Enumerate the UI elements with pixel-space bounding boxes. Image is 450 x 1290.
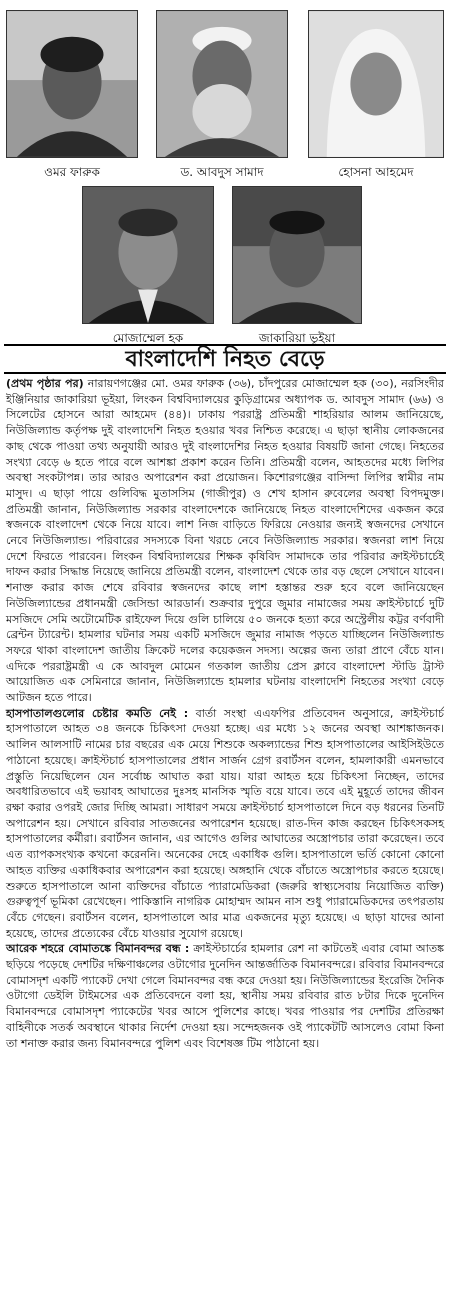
portrait-photo-icon bbox=[233, 187, 361, 323]
headline-box bbox=[4, 344, 446, 374]
paragraph-lead: হাসপাতালগুলোর চেষ্টার কমতি নেই : bbox=[6, 706, 189, 720]
paragraph-text: নারায়ণগঞ্জের মো. ওমর ফারুক (৩৬), চাঁদপুরের মোজাম্মেল হক (৩০), নরসিংদীর ইঞ্জিনিয়ার জাকারিয়া ভূইয়া, লিংকন বিশ্ববিদ্যালয়ের কুড়িগ্রামের অধ্যাপক ড. আবদুস সামাদ (৬৬) ও সিলেটের হোসনে আরা আহমেদ (৪৪)। ঢাকায় পররাষ্ট্র প্রতিমন্ত্রী শাহরিয়ার আলম জানিয়েছে, নিউজিল্যান্ড কর্তৃপক্ষ দুই বাংলাদেশি নিহত হওয়ার খবর নিশ্চিত করেছে। এ ছাড়া স্থানীয় লোকজনের কাছ থেকে পাওয়া তথ্য অনুযায়ী আরও দুই বাংলাদেশির নিহত হওয়ার বিষয়টি জানা গেছে। নিহতের সংখ্যা বেড়ে ৬ হতে পারে বলে আশঙ্কা প্রকাশ করেন তিনি। প্রতিমন্ত্রী বলেন, আহতদের মধ্যে লিপির অবস্থা সংকটাপন্ন। তার আরও অপারেশন করা প্রয়োজন। কিশোরগঞ্জের বাসিন্দা লিপির স্বামীর নাম মাসুদ। এ ছাড়া পায়ে গুলিবিদ্ধ মুতাসসিম (গাজীপুর) ও শেখ হাসান রুবেলের অবস্থা বিপদমুক্ত। প্রতিমন্ত্রী জানান, নিউজিল্যান্ড সরকার বাংলাদেশকে জানিয়েছে নিহত বাংলাদেশিদের একজন করে স্বজনকে বাংলাদেশ থেকে নিয়ে যাবে। লাশ নিজ বাড়িতে ফিরিয়ে নেওয়ার জন্যই স্বজনদের সেখানে নেবে নিউজিল্যান্ড। পরিবারের সদস্যকে বিনা খরচে নেবে নিউজিল্যান্ড সরকার। স্বজনরা লাশ নিয়ে দেশে ফিরতে পারবেন। লিংকন বিশ্ববিদ্যালয়ের শিক্ষক কৃষিবিদ সামাদকে তার পরিবার ক্রাইস্টচার্চেই দাফন করার সিদ্ধান্ত নিয়েছে জানিয়ে প্রতিমন্ত্রী বলেন, বাংলাদেশ থেকে তার বড় ছেলে সেখানে যাবেন। শনাক্ত করার কাজ শেষে রবিবার স্বজনদের কাছে লাশ হস্তান্তর শুরু হবে বলে জানিয়েছেন নিউজিল্যান্ডের প্রধানমন্ত্রী জেসিন্ডা আরডার্ন। শুক্রবার দুপুরে জুমার নামাজের সময় ক্রাইস্টচার্চে দুটি মসজিদে সেমি অটোমেটিক রাইফেল দিয়ে গুলি চালিয়ে ৫০ জনকে হত্যা করে অস্ট্রেলীয় কট্টর বর্ণবাদী ব্রেন্টন ট্যারেন্ট। হামলার ঘটনার সময় একটি মসজিদে জুমার নামাজ পড়তে যাচ্ছিলেন নিউজিল্যান্ড সফরে থাকা বাংলাদেশ জাতীয় ক্রিকেট দলের কয়েকজন সদস্য। অল্পের জন্য তারা প্রাণে বেঁচে যান। এদিকে পররাষ্ট্রমন্ত্রী এ কে আবদুল মোমেন গতকাল জাতীয় প্রেস ক্লাবে বাংলাদেশ স্টাডি ট্রাস্ট আয়োজিত এক সেমিনারে জানান, নিউজিল্যান্ডে হামলার ঘটনায় বাংলাদেশি নিহতের সংখ্যা বেড়ে আটজন হতে পারে। bbox=[6, 377, 444, 705]
article-paragraph-1 bbox=[6, 376, 444, 706]
paragraph-lead: (প্রথম পৃষ্ঠার পর) bbox=[6, 377, 84, 390]
photo-hosna-ahmed bbox=[308, 10, 444, 158]
article-body bbox=[6, 376, 444, 1051]
paragraph-text: ক্রাইস্টচার্চের হামলার রেশ না কাটতেই এবার বোমা আতঙ্ক ছড়িয়ে পড়েছে দেশটির দক্ষিণাঞ্চলের ওটাগোর দুনেদিন আন্তর্জাতিক বিমানবন্দরে। রবিবার বিমানবন্দরে বোমাসদৃশ একটি প্যাকেট দেখা গেলে বিমানবন্দর বন্ধ করে দেওয়া হয়। নিউজিল্যান্ডের ইংরেজি দৈনিক ওটাগো ডেইলি টাইমসের এক প্রতিবেদনে বলা হয়, স্থানীয় সময় রবিবার রাত ৮টার দিকে দুনেদিন বিমানবন্দরে বোমাসদৃশ প্যাকেটের খবর আসে পুলিশের কাছে। খবর পাওয়ার পর দেশটির প্রতিরক্ষা বাহিনীকে সতর্ক অবস্থানে থাকার নির্দেশ দেওয়া হয়। সন্দেহজনক ওই প্যাকেটটি আসলেও বোমা কিনা তা শনাক্ত করার জন্য বিমানবন্দরে পুলিশ এবং বিশেষজ্ঞ টিম পাঠানো হয়। bbox=[6, 942, 444, 1050]
caption-omar-faruk: ওমর ফারুক bbox=[44, 165, 100, 179]
portrait-photo-icon bbox=[157, 11, 287, 157]
article-paragraph-2 bbox=[6, 706, 444, 942]
photo-mozammel-hoque bbox=[82, 186, 214, 324]
photo-zakaria-bhuiyan bbox=[232, 186, 362, 324]
caption-mozammel-hoque: মোজাম্মেল হক bbox=[112, 331, 184, 345]
article-paragraph-3 bbox=[6, 941, 444, 1051]
photo-omar-faruk bbox=[6, 10, 138, 158]
portrait-photo-icon bbox=[309, 11, 443, 157]
photo-abdus-samad bbox=[156, 10, 288, 158]
caption-hosna-ahmed: হোসনা আহমেদ bbox=[338, 165, 414, 179]
portrait-photo-icon bbox=[7, 11, 137, 157]
caption-abdus-samad: ড. আবদুস সামাদ bbox=[180, 165, 264, 179]
portrait-photo-icon bbox=[83, 187, 213, 323]
caption-zakaria-bhuiyan: জাকারিয়া ভূইয়া bbox=[258, 331, 336, 345]
paragraph-lead: আরেক শহরে বোমাতঙ্কে বিমানবন্দর বন্ধ : bbox=[6, 942, 190, 956]
paragraph-text: বার্তা সংস্থা এএফপির প্রতিবেদন অনুসারে, ক্রাইস্টচার্চ হাসপাতালে আহত ৩৪ জনকে চিকিৎসা দেওয়া হচ্ছে। এর মধ্যে ১২ জনের অবস্থা আশঙ্কাজনক। আলিন আলসাটি নামের চার বছরের এক মেয়ে শিশুকে অকল্যান্ডের শিশু হাসপাতালের আইসিইউতে পাঠানো হয়েছে। ক্রাইস্টচার্চ হাসপাতালের প্রধান সার্জন গ্রেগ রবার্টসন বলেন, হামলাকারী এমনভাবে প্রস্তুতি নিয়েছিলেন যেন সর্বোচ্চ আঘাত করা যায়। যারা আহত হয়ে চিকিৎসা নিচ্ছেন, তাদের অবধারিতভাবে এই ভয়াবহ আঘাতের দুঃসহ মানসিক স্মৃতি বয়ে যাবে। তবে এই মুহূর্তে তাদের জীবন রক্ষা করার ওপরই জোর দিচ্ছি আমরা। সাধারণ সময়ে ক্রাইস্টচার্চ হাসপাতালে দিনে বড় ধরনের তিনটি অপারেশন হয়। সেখানে রবিবার সাতজনের অপারেশন হয়েছে। রাত-দিন কাজ করছেন চিকিৎসকসহ হাসপাতালের কর্মীরা। রবার্টসন জানান, এর আগেও গুলির আঘাতের অস্ত্রোপচার তারা করেছেন। তবে এত ব্যাপকসংখ্যক কখনো করেননি। অনেকের দেহে একাধিক গুলি। হাসপাতালে ভর্তি কোনো কোনো আহত ব্যক্তির একাধিকবার অপারেশন করা হয়েছে। অঙ্গহানি থেকে বাঁচাতে অস্ত্রোপচার করতে হয়েছে। শুরুতে হাসপাতালে আনা ব্যক্তিদের বাঁচাতে প্যারামেডিকরা (জরুরি স্বাস্থ্যসেবায় নিয়োজিত ব্যক্তি) গুরুত্বপূর্ণ ভূমিকা রেখেছেন। পাকিস্তানি নাগরিক মোহাম্মদ আমন নাস শুধু প্যারামেডিকদের তৎপরতায় বেঁচে গেছেন। রবার্টসন বলেন, হাসপাতালে আর মাত্র একজনের মৃত্যু হয়েছে। এ ছাড়া যাদের আনা হয়েছে, তাদের প্রত্যেকের বেঁচে যাওয়ার সুযোগ রয়েছে। bbox=[6, 706, 444, 940]
headline: বাংলাদেশি নিহত বেড়ে bbox=[125, 347, 325, 372]
